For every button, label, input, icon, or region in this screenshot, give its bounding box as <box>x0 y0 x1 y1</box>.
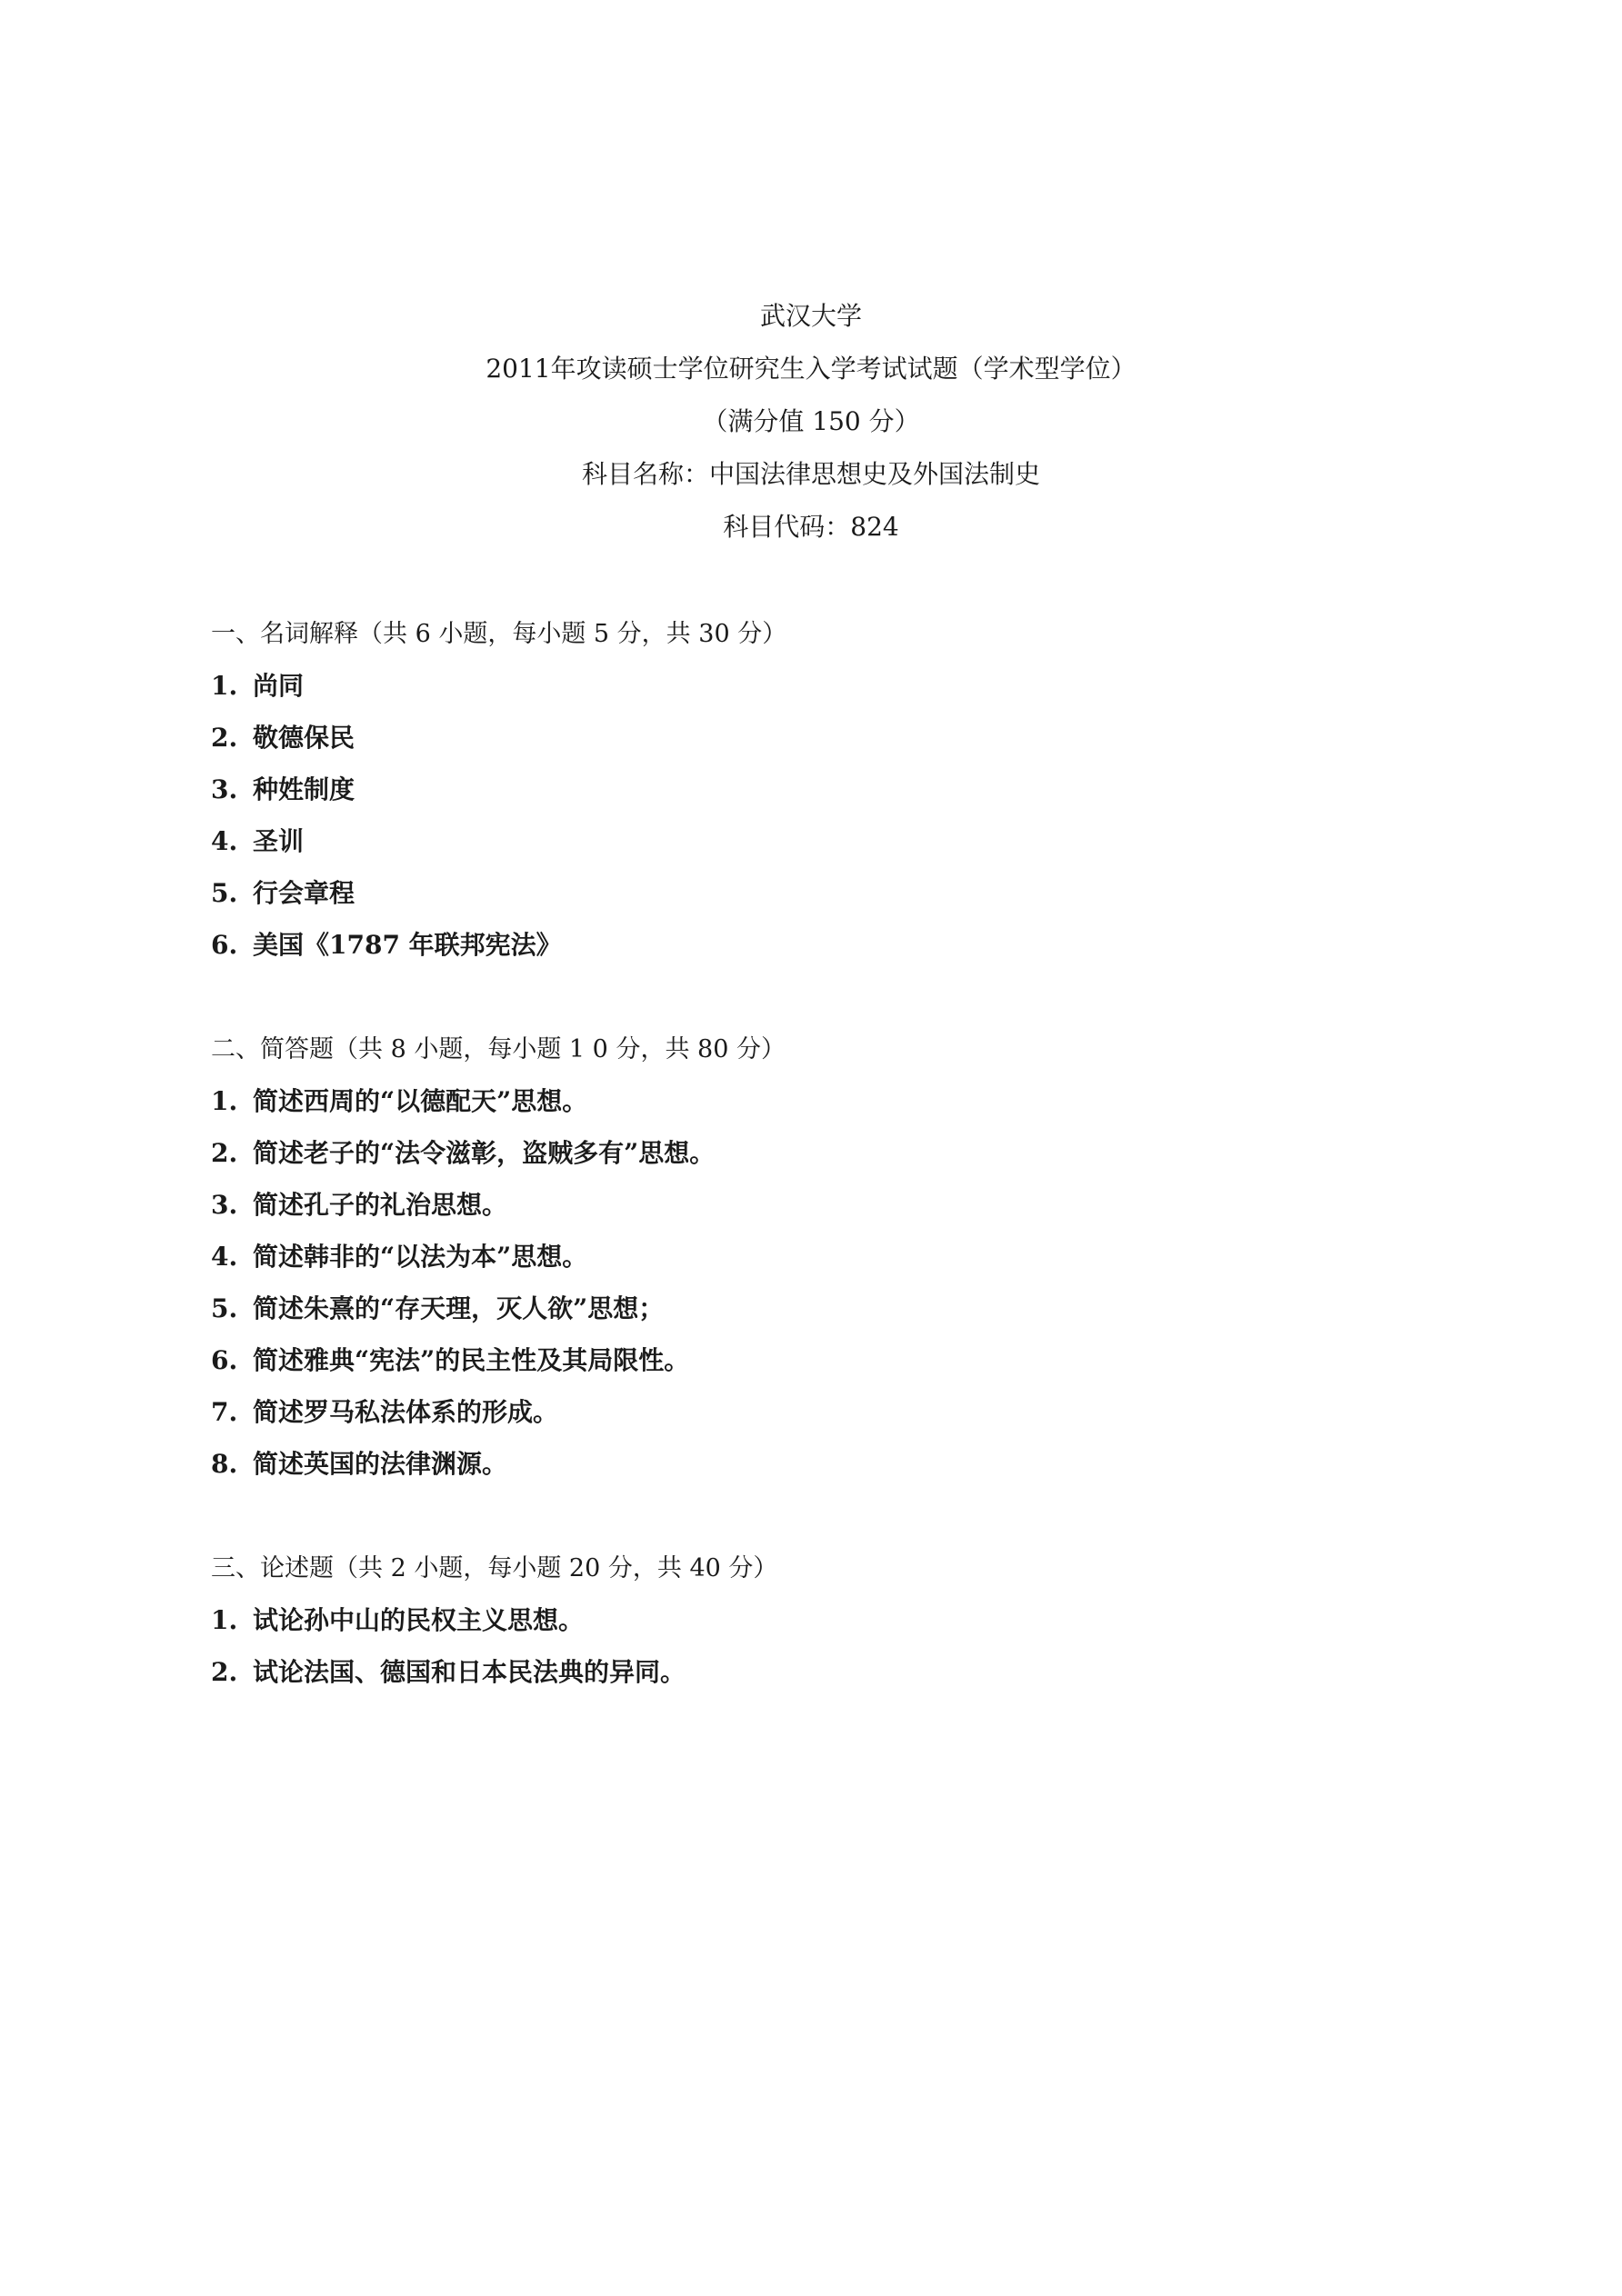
exam-title: 2011年攻读硕士学位研究生入学考试试题（学术型学位） <box>486 354 1136 384</box>
question-item <box>211 1446 1484 1482</box>
question-text: 简述西周的“以德配天”思想。 <box>253 1086 588 1116</box>
question-number: 7. <box>211 1397 238 1427</box>
question-number: 4. <box>211 826 238 856</box>
question-text: 简述朱熹的“存天理，灭人欲”思想； <box>253 1293 665 1323</box>
question-item <box>211 1343 1484 1379</box>
question-number: 5. <box>211 878 238 908</box>
question-item <box>211 824 1484 860</box>
question-number: 2. <box>211 1657 238 1687</box>
question-item <box>211 720 1484 756</box>
question-text: 简述孔子的礼治思想。 <box>253 1190 508 1220</box>
question-number: 2. <box>211 1138 238 1168</box>
question-item <box>211 1135 1484 1172</box>
question-number: 1. <box>211 1086 238 1116</box>
question-item <box>211 1291 1484 1327</box>
question-item <box>211 1083 1484 1120</box>
section-term-definitions <box>211 616 1484 979</box>
question-item <box>211 875 1484 912</box>
question-text: 行会章程 <box>253 878 355 908</box>
question-item <box>211 1239 1484 1275</box>
section-title: 二、简答题（共 8 小题，每小题 1 0 分，共 80 分） <box>211 1035 786 1063</box>
question-number: 3. <box>211 774 238 804</box>
question-text: 敬德保民 <box>253 723 355 753</box>
full-score: （满分值 150 分） <box>702 406 920 436</box>
question-item <box>211 1394 1484 1431</box>
question-number: 1. <box>211 1605 238 1635</box>
question-item <box>211 668 1484 704</box>
question-text: 种姓制度 <box>253 774 355 804</box>
question-number: 2. <box>211 723 238 753</box>
question-text: 简述罗马私法体系的形成。 <box>253 1397 559 1427</box>
section-essay <box>211 1551 1484 1706</box>
question-text: 试论孙中山的民权主义思想。 <box>253 1605 585 1635</box>
question-item <box>211 927 1484 963</box>
question-text: 圣训 <box>253 826 305 856</box>
question-number: 6. <box>211 930 238 960</box>
question-number: 4. <box>211 1242 238 1272</box>
question-text: 美国《1787 年联邦宪法》 <box>253 930 562 960</box>
university-name: 武汉大学 <box>759 301 862 331</box>
question-text: 简述韩非的“以法为本”思想。 <box>253 1242 588 1272</box>
question-number: 6. <box>211 1345 238 1375</box>
subject-code: 科目代码：824 <box>723 512 899 542</box>
question-number: 3. <box>211 1190 238 1220</box>
question-item <box>211 1654 1484 1691</box>
section-short-answer <box>211 1032 1484 1498</box>
question-text: 试论法国、德国和日本民法典的异同。 <box>253 1657 686 1687</box>
question-item <box>211 1602 1484 1639</box>
question-number: 5. <box>211 1293 238 1323</box>
question-text: 尚同 <box>253 671 305 701</box>
question-item <box>211 772 1484 808</box>
subject-name: 科目名称：中国法律思想史及外国法制史 <box>581 459 1040 489</box>
question-item <box>211 1187 1484 1223</box>
question-number: 1. <box>211 671 238 701</box>
section-title: 一、名词解释（共 6 小题，每小题 5 分，共 30 分） <box>211 620 787 648</box>
question-text: 简述英国的法律渊源。 <box>253 1449 508 1479</box>
section-title: 三、论述题（共 2 小题，每小题 20 分，共 40 分） <box>211 1554 778 1582</box>
question-text: 简述雅典“宪法”的民主性及其局限性。 <box>253 1345 690 1375</box>
question-text: 简述老子的“法令滋彰，盗贼多有”思想。 <box>253 1138 716 1168</box>
question-number: 8. <box>211 1449 238 1479</box>
